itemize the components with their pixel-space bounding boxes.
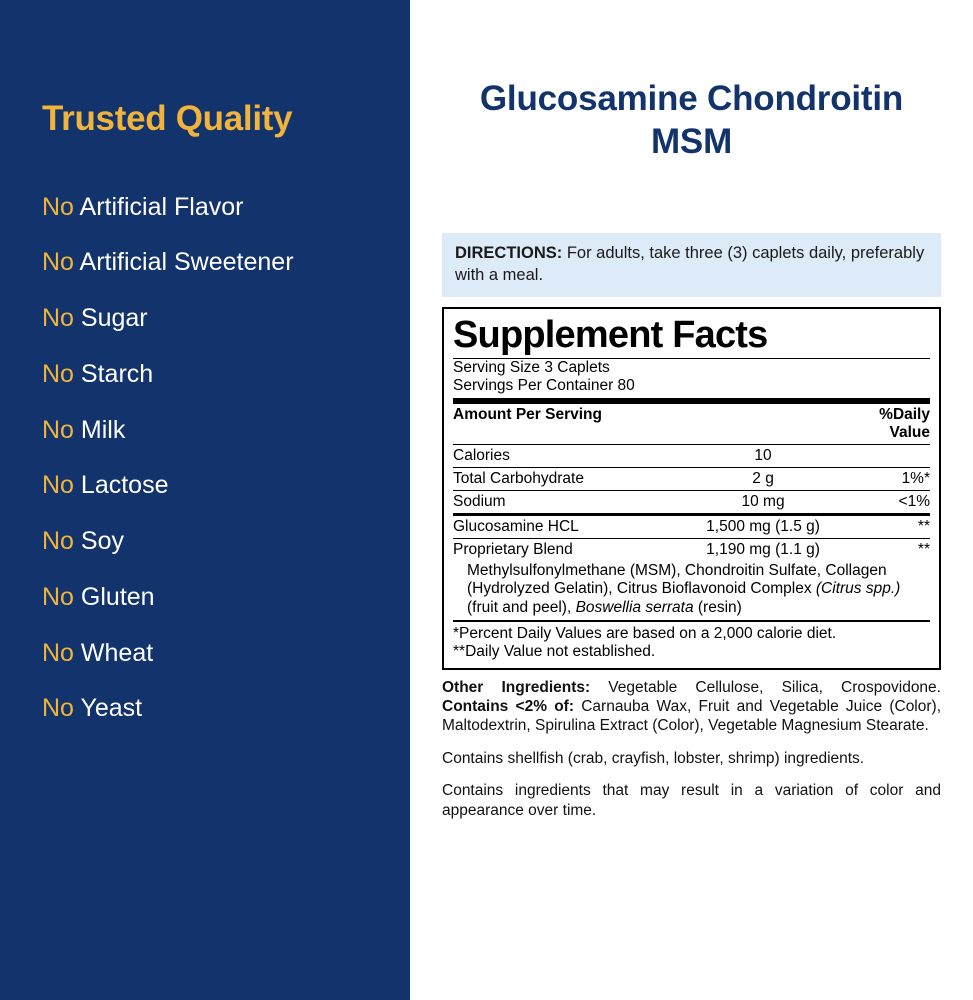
nutrient-amount: 2 g bbox=[677, 467, 849, 490]
trusted-quality-title: Trusted Quality bbox=[42, 99, 293, 138]
facts-panel bbox=[410, 0, 973, 1000]
list-item bbox=[42, 191, 372, 225]
table-row bbox=[453, 444, 930, 467]
table-row bbox=[453, 538, 930, 561]
claim-label: Artificial Sweetener bbox=[79, 248, 294, 277]
list-item bbox=[42, 246, 372, 280]
claim-prefix: No bbox=[42, 192, 74, 221]
nutrient-amount: 10 bbox=[677, 444, 849, 467]
list-item bbox=[42, 692, 372, 726]
contains-label: Contains <2% of: bbox=[442, 698, 574, 716]
list-item bbox=[42, 302, 372, 336]
nutrient-dv bbox=[849, 444, 930, 467]
claim-label: Starch bbox=[80, 359, 154, 388]
page-title: Glucosamine Chondroitin MSM bbox=[479, 79, 904, 161]
nutrient-name: Proprietary Blend bbox=[453, 540, 573, 558]
claim-label: Soy bbox=[80, 527, 125, 555]
contains-text: Carnauba Wax, Fruit and Vegetable Juice (Color), Maltodextrin, Spirulina Extract (Color), Vegetable Magnesium Stearate. bbox=[442, 698, 942, 735]
list-item bbox=[42, 469, 372, 503]
supplement-facts-heading: Supplement Facts bbox=[453, 314, 768, 357]
servings-per-container: Servings Per Container 80 bbox=[453, 376, 635, 394]
claim-prefix: No bbox=[42, 694, 74, 723]
blend-text-3: (resin) bbox=[693, 598, 742, 616]
nutrient-amount: 10 mg bbox=[677, 490, 849, 513]
claim-label: Sugar bbox=[80, 304, 148, 332]
directions-label: DIRECTIONS: bbox=[455, 244, 563, 263]
nutrient-amount: 1,500 mg (1.5 g) bbox=[677, 516, 849, 539]
claims-list bbox=[42, 191, 410, 727]
claim-prefix: No bbox=[42, 638, 74, 667]
blend-italic-1: (Citrus spp.) bbox=[815, 580, 901, 598]
list-item bbox=[42, 581, 372, 615]
list-item bbox=[42, 637, 372, 671]
directions-box bbox=[442, 233, 941, 297]
proprietary-blend-detail bbox=[453, 561, 930, 620]
facts-table bbox=[453, 404, 930, 514]
supplement-facts-box bbox=[442, 307, 941, 670]
claim-prefix: No bbox=[42, 415, 74, 444]
claim-prefix: No bbox=[42, 359, 74, 388]
actives-table bbox=[453, 516, 930, 561]
nutrient-dv: ** bbox=[849, 516, 930, 539]
list-item bbox=[42, 525, 372, 559]
table-row bbox=[453, 490, 930, 513]
table-row bbox=[453, 516, 930, 539]
shellfish-note: Contains shellfish (crab, crayfish, lobster, shrimp) ingredients. bbox=[442, 750, 865, 768]
claim-label: Wheat bbox=[80, 638, 154, 667]
amount-per-serving-header: Amount Per Serving bbox=[453, 404, 849, 445]
daily-value-header: %Daily Value bbox=[849, 404, 930, 445]
claim-label: Lactose bbox=[80, 471, 169, 500]
nutrient-dv: ** bbox=[917, 540, 930, 558]
trusted-quality-panel bbox=[0, 0, 410, 1000]
table-row bbox=[453, 467, 930, 490]
list-item bbox=[42, 358, 372, 392]
blend-italic-2: Boswellia serrata bbox=[575, 598, 694, 616]
nutrient-amount: 1,190 mg (1.1 g) bbox=[706, 540, 820, 558]
nutrient-name: Total Carbohydrate bbox=[453, 467, 677, 490]
nutrient-dv: <1% bbox=[849, 490, 930, 513]
claim-prefix: No bbox=[42, 471, 74, 500]
claim-prefix: No bbox=[42, 582, 74, 611]
claim-label: Gluten bbox=[80, 582, 155, 611]
blend-text-1: Methylsulfonylmethane (MSM), Chondroitin Sulfate, Collagen (Hydrolyzed Gelatin), Citrus Bioflavonoid Complex bbox=[467, 561, 887, 598]
footnote-percent-dv: *Percent Daily Values are based on a 2,000 calorie diet. bbox=[453, 624, 837, 642]
nutrient-name: Glucosamine HCL bbox=[453, 516, 677, 539]
claim-prefix: No bbox=[42, 248, 74, 277]
claim-prefix: No bbox=[42, 527, 74, 555]
other-ingredients-label: Other Ingredients: bbox=[442, 679, 591, 697]
claim-label: Artificial Flavor bbox=[79, 192, 244, 221]
serving-size: Serving Size 3 Caplets bbox=[453, 359, 610, 377]
other-ingredients bbox=[442, 679, 941, 736]
nutrient-name: Sodium bbox=[453, 490, 677, 513]
variation-note: Contains ingredients that may result in a variation of color and appearance over time. bbox=[442, 782, 941, 819]
footnotes bbox=[453, 622, 930, 662]
directions-text: For adults, take three (3) caplets daily, preferably with a meal. bbox=[455, 244, 925, 284]
nutrient-dv: 1%* bbox=[849, 467, 930, 490]
nutrient-name: Calories bbox=[453, 444, 677, 467]
footnote-dv-not-established: **Daily Value not established. bbox=[453, 643, 656, 661]
list-item bbox=[42, 414, 372, 448]
other-ingredients-text: Vegetable Cellulose, Silica, Crospovidone. bbox=[590, 679, 941, 697]
claim-prefix: No bbox=[42, 304, 74, 332]
blend-text-2: (fruit and peel), bbox=[467, 598, 576, 616]
claim-label: Yeast bbox=[80, 694, 143, 723]
claim-label: Milk bbox=[80, 415, 126, 444]
table-header-row bbox=[453, 404, 930, 445]
